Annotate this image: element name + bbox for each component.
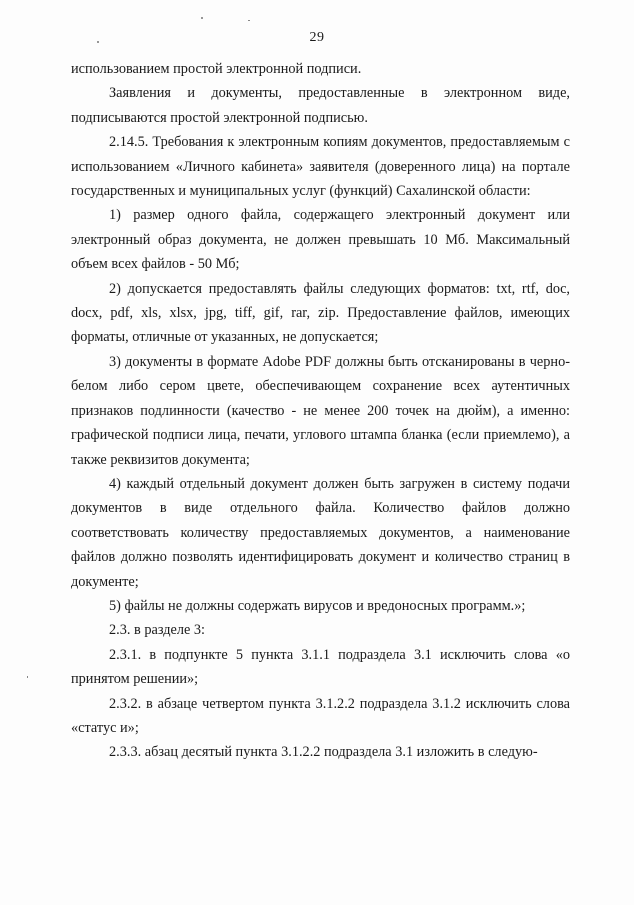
paragraph-2-3: 2.3. в разделе 3:	[109, 622, 206, 639]
paragraph-item-1: 1) размер одного файла, содержащего электронный документ или электронный образ документа, не должен превышать 10 Мб. Максимальный объем всех файлов - 50 Мб;	[71, 207, 570, 273]
paragraph-item-5: 5) файлы не должны содержать вирусов и вредоносных программ.»;	[109, 597, 526, 614]
paragraph-signature: Заявления и документы, предоставленные в электронном виде, подписываются простой электронной подписью.	[71, 85, 570, 126]
paragraph-2-3-3: 2.3.3. абзац десятый пункта 3.1.2.2 подраздела 3.1 изложить в следую-	[109, 744, 538, 761]
scan-speck	[201, 17, 203, 19]
page-number: 29	[309, 30, 325, 45]
paragraph-item-2: 2) допускается предоставлять файлы следующих форматов: txt, rtf, doc, docx, pdf, xls, xlsx, jpg, tiff, gif, rar, zip. Предоставление файлов, имеющих форматы, отличные от указанных, не допускается;	[71, 280, 570, 346]
document-body	[71, 57, 570, 765]
paragraph-item-4: 4) каждый отдельный документ должен быть загружен в систему подачи документов в виде отдельного файла. Количество файлов должно соответствовать количеству предоставляемых документов, а наименование файлов должно позволять идентифицировать документ и количество страниц в документе;	[71, 475, 570, 590]
scan-speck	[248, 20, 250, 21]
paragraph-continuation: использованием простой электронной подписи.	[71, 61, 362, 77]
paragraph-item-3: 3) документы в формате Adobe PDF должны быть отсканированы в черно-белом либо сером цвете, обеспечивающем сохранение всех аутентичных признаков подлинности (качество - не менее 200 точек на дюйм), а именно: графической подписи лица, печати, углового штампа бланка (если приемлемо), а также реквизитов документа;	[71, 353, 570, 468]
paragraph-2-3-1: 2.3.1. в подпункте 5 пункта 3.1.1 подраздела 3.1 исключить слова «о принятом решении»;	[71, 646, 570, 688]
paragraph-2-3-2: 2.3.2. в абзаце четвертом пункта 3.1.2.2 подраздела 3.1.2 исключить слова «статус и»;	[71, 695, 570, 736]
scan-speck	[27, 676, 28, 678]
paragraph-2-14-5: 2.14.5. Требования к электронным копиям документов, предоставляемым с использованием «Личного кабинета» заявителя (доверенного лица) на портале государственных и муниципальных услуг (функций) Сахалинской области:	[71, 134, 570, 200]
